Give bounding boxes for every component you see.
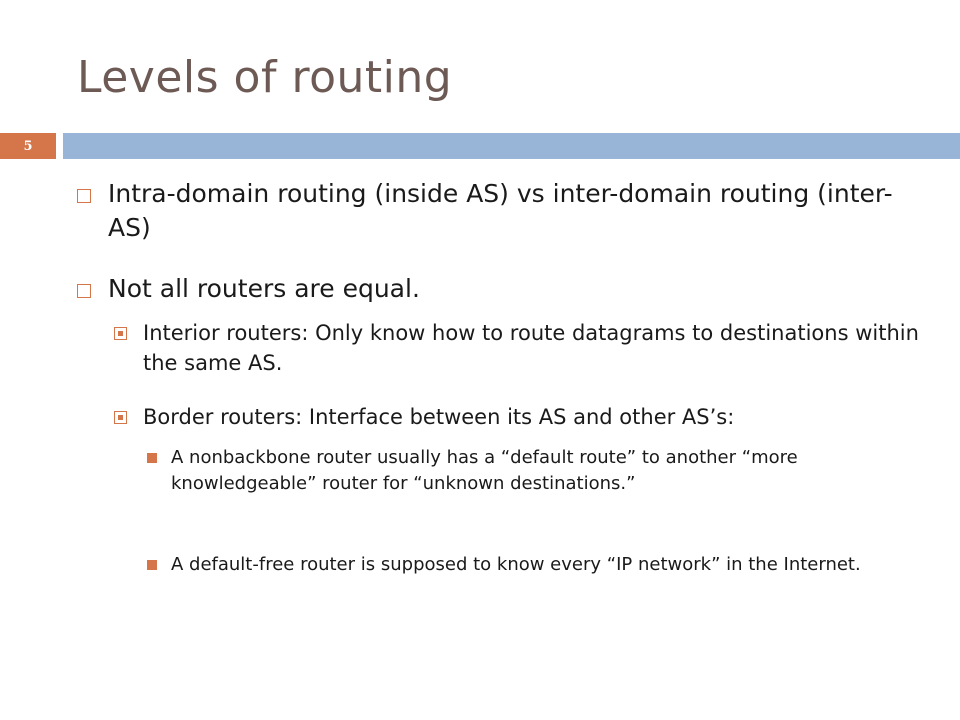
bullet-inner-square bbox=[118, 415, 123, 420]
hollow-square-bullet-icon bbox=[77, 284, 91, 298]
bullet-level1-item: Not all routers are equal. bbox=[108, 274, 420, 303]
slide-title: Levels of routing bbox=[77, 52, 453, 103]
square-in-square-bullet-icon bbox=[114, 411, 127, 424]
filled-square-bullet-icon bbox=[147, 453, 157, 463]
square-in-square-bullet-icon bbox=[114, 327, 127, 340]
title-accent-bar bbox=[63, 133, 960, 159]
bullet-level3-item: A default-free router is supposed to know every “IP network” in the Internet. bbox=[171, 554, 861, 575]
bullet-level3-item: A nonbackbone router usually has a “default route” to another “more knowledgeable” router for “unknown destinations.” bbox=[171, 447, 798, 494]
slide-number: 5 bbox=[23, 138, 33, 154]
filled-square-bullet-icon bbox=[147, 560, 157, 570]
slide-number-box bbox=[0, 133, 56, 159]
hollow-square-bullet-icon bbox=[77, 189, 91, 203]
bullet-inner-square bbox=[118, 331, 123, 336]
bullet-level2-item: Border routers: Interface between its AS and other AS’s: bbox=[143, 405, 735, 429]
bullet-level2-item: Interior routers: Only know how to route datagrams to destinations within the same AS. bbox=[143, 321, 919, 375]
bullet-level1-item: Intra-domain routing (inside AS) vs inter-domain routing (inter-AS) bbox=[108, 179, 893, 242]
